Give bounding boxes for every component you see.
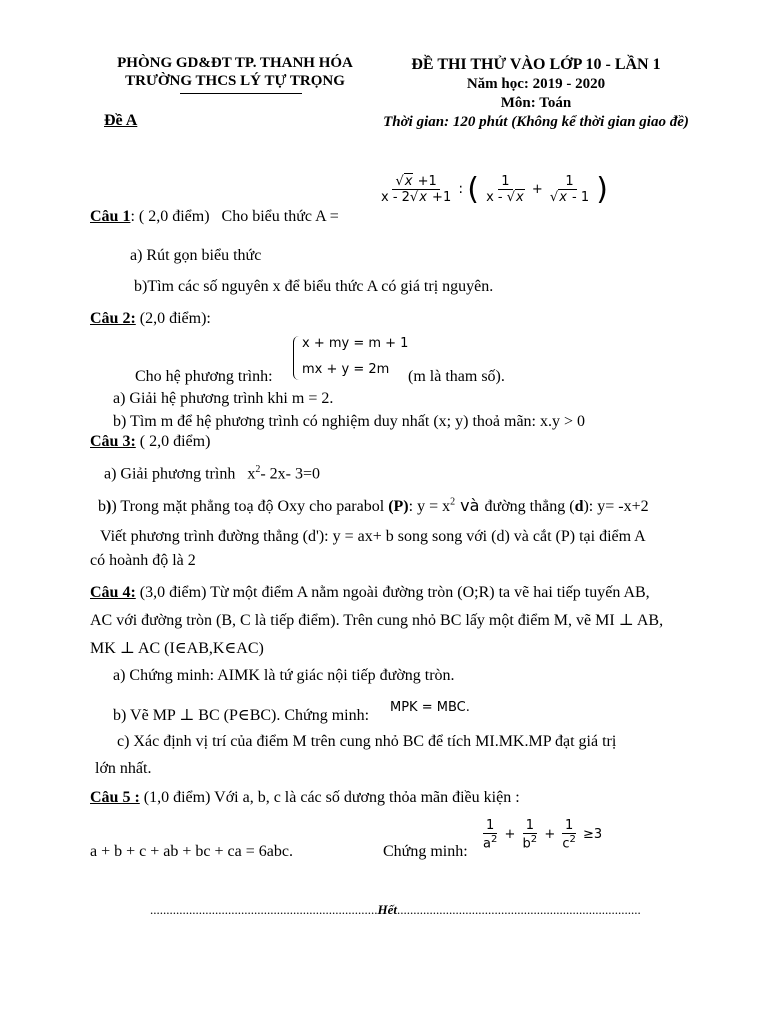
system-brace bbox=[293, 336, 302, 380]
q4-line1 bbox=[90, 584, 650, 602]
q2-part-a: a) Giải hệ phương trình khi m = 2. bbox=[113, 390, 334, 407]
line-label: đường thẳng ( bbox=[484, 498, 575, 515]
department-name: PHÒNG GD&ĐT TP. THANH HÓA bbox=[117, 55, 353, 71]
q4-line2: AC với đường tròn (B, C là tiếp điểm). Trên cung nhỏ BC lấy một điểm M, vẽ MI ⊥ AB, bbox=[90, 612, 664, 629]
q4-part-c-line1: c) Xác định vị trí của điểm M trên cung nhỏ BC để tích MI.MK.MP đạt giá trị bbox=[117, 733, 617, 750]
q4-title: Câu 4: bbox=[90, 584, 136, 601]
end-marker bbox=[150, 902, 641, 918]
q3-part-b-label: b bbox=[98, 498, 106, 515]
q3-part-b-text: ) Trong mặt phẳng toạ độ Oxy cho parabol bbox=[111, 498, 389, 515]
q3-title: Câu 3: bbox=[90, 433, 136, 450]
q4-part-b: b) Vẽ MP ⊥ BC (P∈BC). Chứng minh: bbox=[113, 707, 370, 724]
q2-intro: Cho hệ phương trình: bbox=[135, 368, 273, 385]
q1-part-b: b)Tìm các số nguyên x để biểu thức A có giá trị nguyên. bbox=[134, 278, 494, 295]
school-name: TRƯỜNG THCS LÝ TỰ TRỌNG bbox=[125, 73, 345, 89]
angle-equality: MPK = MBC bbox=[390, 700, 466, 715]
q5-title: Câu 5 : bbox=[90, 789, 140, 806]
dots-right: ........................................................................... bbox=[397, 902, 641, 917]
q5-intro: (1,0 điểm) Với a, b, c là các số dương thỏa mãn điều kiện : bbox=[139, 789, 520, 806]
q1-part-a: a) Rút gọn biểu thức bbox=[130, 247, 262, 264]
exam-title: ĐỀ THI THỬ VÀO LỚP 10 - LẦN 1 bbox=[411, 56, 661, 73]
q3-connector: và bbox=[455, 496, 485, 515]
q3-equation-rest: - 2x- 3=0 bbox=[260, 465, 321, 483]
q4-part-c-line2: lớn nhất. bbox=[95, 760, 152, 777]
q3-part-c-line1: Viết phương trình đường thẳng (d'): y = ax+ b song song với (d) và cắt (P) tại điểm A bbox=[100, 528, 646, 545]
q4-text-1: (3,0 điểm) Từ một điểm A nằm ngoài đường tròn (O;R) ta vẽ hai tiếp tuyến AB, bbox=[135, 584, 650, 601]
q3-part-a bbox=[104, 464, 320, 483]
parabol-label: (P) bbox=[388, 498, 409, 515]
q2-heading bbox=[90, 310, 211, 328]
exam-time: Thời gian: 120 phút (Không kể thời gian giao đề) bbox=[383, 114, 689, 130]
q2-note: (m là tham số). bbox=[408, 368, 505, 385]
line-d: d bbox=[574, 498, 584, 515]
end-text: Hết bbox=[377, 902, 397, 917]
q3-equation-exponent: 2 bbox=[255, 464, 261, 475]
inequality-tail: ≥3 bbox=[583, 827, 603, 843]
exam-code: Đề A bbox=[104, 112, 138, 129]
q5-condition: a + b + c + ab + bc + ca = 6abc. bbox=[90, 843, 293, 860]
school-year: Năm học: 2019 - 2020 bbox=[466, 76, 606, 92]
dots-left: ...................................................................... bbox=[150, 902, 378, 917]
q4-part-a: a) Chứng minh: AIMK là tứ giác nội tiếp đường tròn. bbox=[113, 667, 455, 684]
q1-fraction-1: $\frac{√x +1}{x - 2√x +1}$ bbox=[381, 174, 452, 205]
line-equation: ): y= -x+2 bbox=[583, 498, 649, 515]
q1-fraction-2: $\frac{1}{x - √x}$ bbox=[486, 174, 524, 205]
subject: Môn: Toán bbox=[500, 95, 572, 111]
q1-points: : ( 2,0 điểm) bbox=[130, 208, 210, 225]
q3-equation-x: x bbox=[247, 465, 256, 483]
q5-prove-label: Chứng minh: bbox=[383, 843, 468, 860]
q2-points: (2,0 điểm): bbox=[135, 310, 211, 327]
q1-expression: $\frac{√x +1}{x - 2√x +1}$ : ( $\frac{1}{x - √x}$ + $\frac{1}{√x - 1}$ ) bbox=[378, 172, 608, 207]
q3-heading bbox=[90, 433, 210, 451]
q3-part-a-text: a) Giải phương trình bbox=[104, 465, 236, 483]
header-divider bbox=[180, 93, 302, 94]
q3-part-c-line2: có hoành độ là 2 bbox=[90, 552, 196, 569]
parabol-equation: : y = x bbox=[408, 498, 451, 515]
q5-heading bbox=[90, 789, 520, 807]
q4-part-b-equation: MPK = MBC. bbox=[390, 700, 470, 715]
q1-intro: Cho biểu thức A = bbox=[221, 208, 339, 225]
q2-part-b: b) Tìm m để hệ phương trình có nghiệm duy nhất (x; y) thoả mãn: x.y > 0 bbox=[113, 413, 586, 430]
system-equation-2: mx + y = 2m bbox=[302, 362, 390, 377]
q5-inequality: $\frac{1}{a^2}$ + $\frac{1}{b^2}$ + $\frac{1}{c^2}$ ≥3 bbox=[483, 818, 603, 852]
q2-title: Câu 2: bbox=[90, 310, 136, 327]
q1-fraction-3: $\frac{1}{√x - 1}$ bbox=[549, 174, 590, 205]
q1-stem bbox=[90, 208, 339, 226]
system-equation-1: x + my = m + 1 bbox=[302, 336, 409, 351]
q3-points: ( 2,0 điểm) bbox=[135, 433, 211, 450]
q4-line3: MK ⊥ AC (I∈AB,K∈AC) bbox=[90, 640, 264, 657]
q1-title: Câu 1 bbox=[90, 208, 131, 225]
q3-part-b: b)) Trong mặt phẳng toạ độ Oxy cho parabol (P): $y = x^2$ và đường thẳng (d): y= -x+2 bbox=[98, 496, 649, 515]
